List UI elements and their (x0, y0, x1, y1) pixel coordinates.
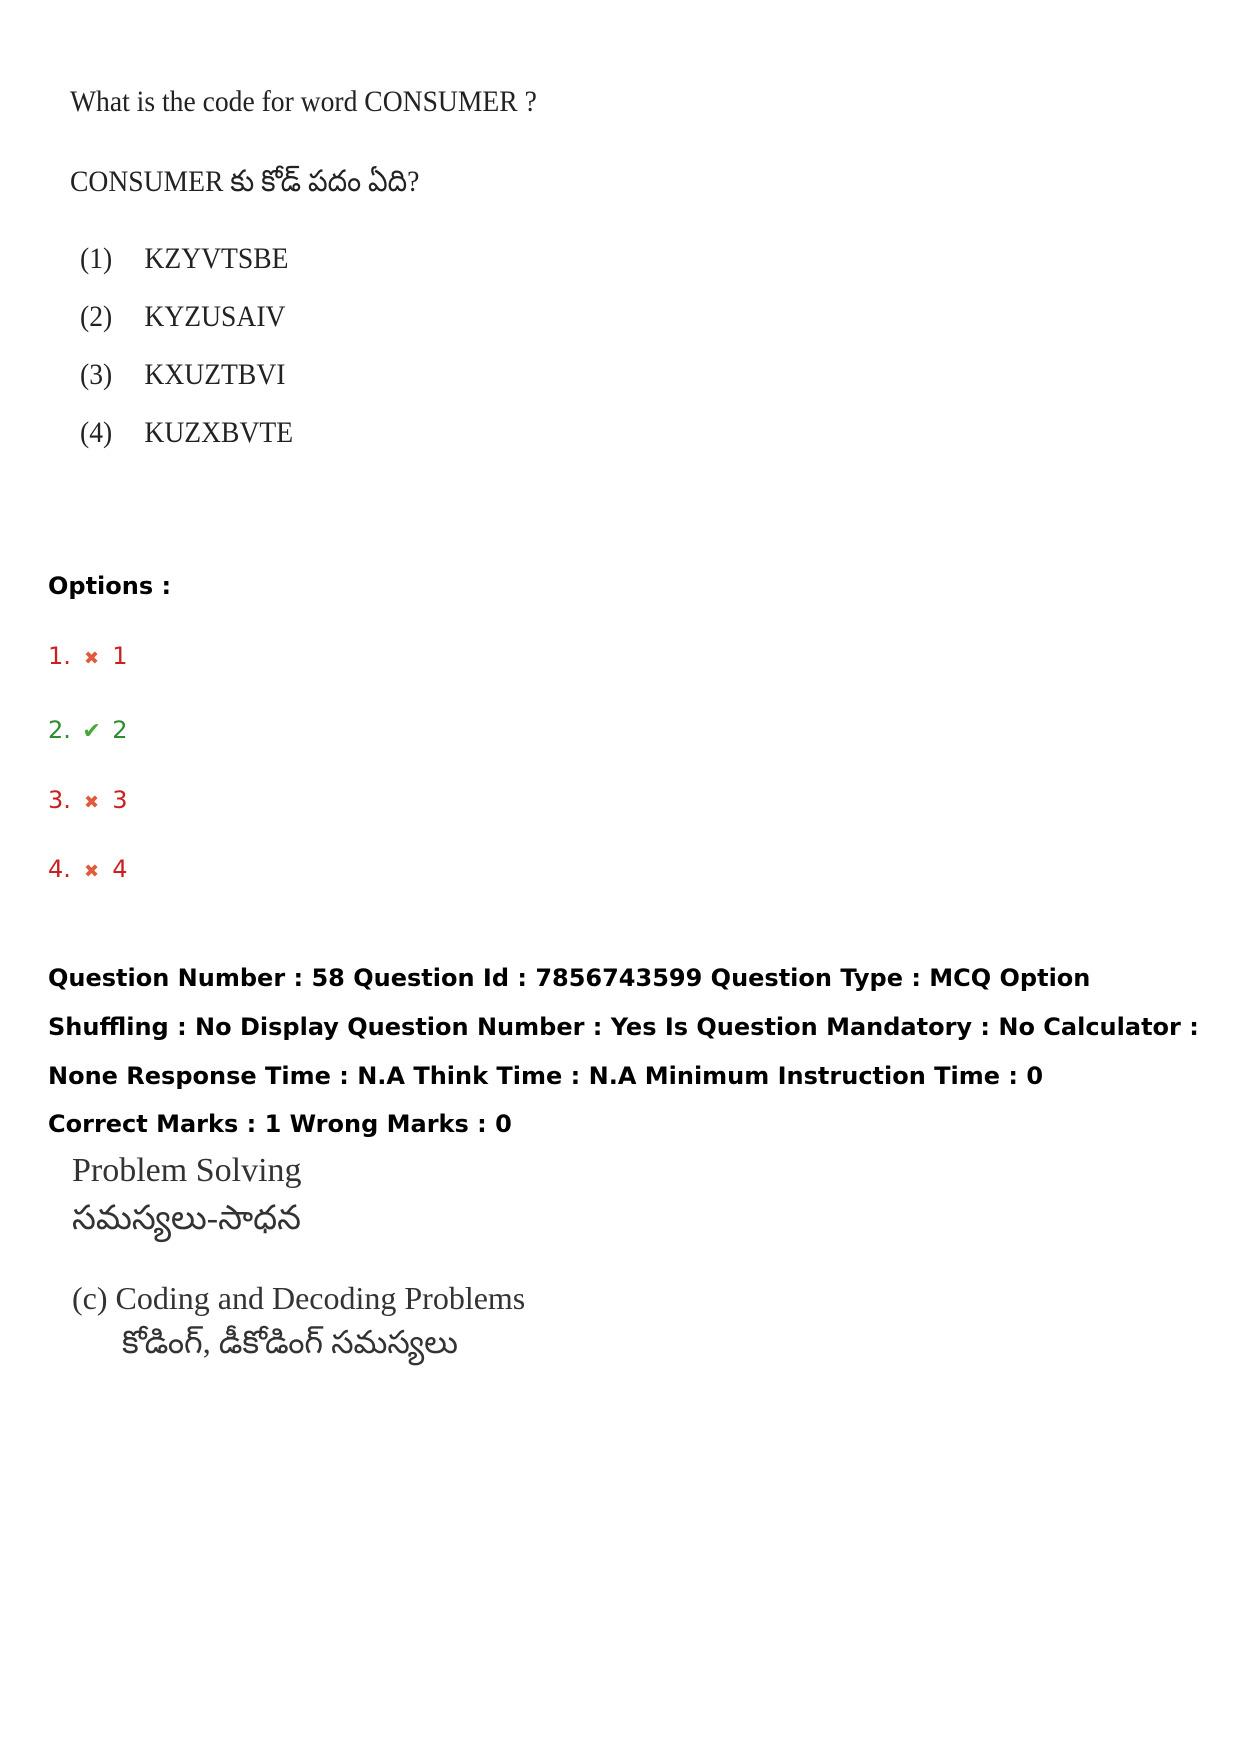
question-choice-text: KZYVTSBE (144, 242, 289, 275)
check-icon: ✔ (82, 719, 101, 744)
question-choice-text: KUZXBVTE (144, 416, 294, 449)
options-heading: Options : (48, 572, 172, 600)
cross-icon: ✖ (84, 648, 100, 669)
option-value: 4 (112, 855, 128, 883)
question-choice-text: KYZUSAIV (144, 300, 286, 333)
option-2 (48, 716, 127, 744)
option-index: 3. (48, 786, 71, 814)
topic-title-english: Problem Solving (72, 1152, 302, 1189)
subtopic-telugu: కోడింగ్, డీకోడింగ్ సమస్యలు (122, 1324, 458, 1360)
question-choice-number: (3) (80, 358, 113, 391)
question-choice-text: KXUZTBVI (144, 358, 286, 391)
topic-title-telugu: సమస్యలు-సాధన (72, 1200, 302, 1237)
option-4 (48, 855, 127, 883)
option-index: 4. (48, 855, 71, 883)
question-choice-4 (80, 416, 293, 450)
option-index: 2. (48, 716, 71, 744)
option-index: 1. (48, 642, 71, 670)
option-1 (48, 642, 127, 670)
marks-info: Correct Marks : 1 Wrong Marks : 0 (48, 1110, 512, 1138)
question-choice-number: (4) (80, 416, 113, 449)
option-value: 1 (112, 642, 128, 670)
subtopic-english: (c) Coding and Decoding Problems (72, 1280, 526, 1316)
question-choice-number: (1) (80, 242, 113, 275)
option-value: 2 (112, 716, 128, 744)
question-text-english: What is the code for word CONSUMER ? (70, 85, 537, 118)
question-choice-3 (80, 358, 285, 392)
question-choice-2 (80, 300, 285, 334)
option-3 (48, 786, 127, 814)
cross-icon: ✖ (84, 792, 100, 813)
question-metadata: Question Number : 58 Question Id : 7856743599 Question Type : MCQ Option Shuffling : No Display Question Number : Yes Is Question Mandatory : No Calculator : None Response Time : N.A Think Time : N.A Minimum Instruction Time : 0 (48, 964, 1199, 1090)
question-text-telugu: CONSUMER కు కోడ్ పదం ఏది? (70, 165, 420, 198)
option-value: 3 (112, 786, 128, 814)
cross-icon: ✖ (84, 861, 100, 882)
question-choice-1 (80, 242, 289, 276)
question-choice-number: (2) (80, 300, 113, 333)
